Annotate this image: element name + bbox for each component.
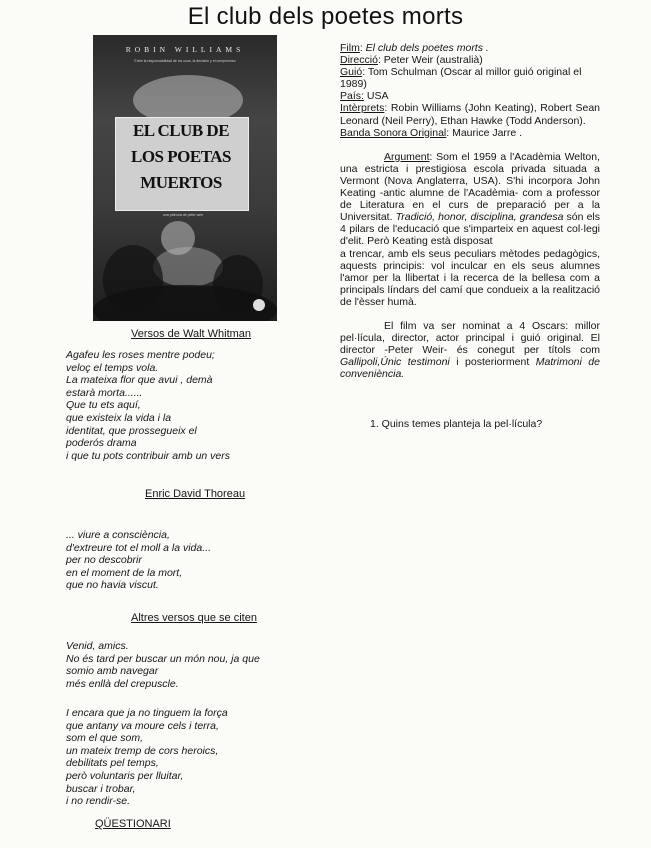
verse-line: identitat, que prossegueix el [66,424,197,437]
oscar-italic-1: Gallipoli,Únic testimoni [340,356,450,369]
verse-line: No és tard per buscar un món nou, ja que [66,652,260,665]
pais-value: USA [363,90,389,103]
verse-line: La mateixa flor que avui , demà [66,374,213,387]
argument-paragraph-2: a trencar, amb els seus peculiars mètodes pedagògics, aquests principis: vol inculcar en els seus alumnes l'amor per la llibertat i la recerca de la bellesa com a principals líndars del camí que condueix a la realització de l'èsser humà. [340,247,600,308]
pais-row [340,90,600,102]
pais-label: País: [340,90,364,103]
argument-italic: Tradició, honor, disciplina, grandesa [395,211,564,224]
verse-line: Que tu ets aquí, [66,399,141,412]
argument-paragraph [340,151,600,248]
verse-line: però voluntaris per lluitar, [66,769,184,782]
poster-tagline: Entre la responsabilidad de los usos, la decisión y el compromiso [134,59,236,63]
poster-title-line-1: EL CLUB DE [132,121,230,140]
guio-label: Guió [340,66,363,79]
oscar-paragraph [340,320,600,380]
guio-value: : Tom Schulman (Oscar al millor guió original el 1989) [340,66,582,91]
verse-line: estarà morta...... [66,386,143,399]
film-label: Film [340,42,360,54]
oscar-italic-2: Matrimoni de conveniència. [340,356,600,381]
verse-line: somio amb navegar [66,665,159,678]
verse-line: ... viure a consciència, [66,529,170,541]
banda-label: Banda Sonora Original [340,126,447,139]
verse-line: en el moment de la mort, [66,566,183,579]
questionnaire-heading: QÜESTIONARI [95,818,171,830]
verse-line: per no descobrir [66,554,142,567]
verse-line: més enllà del crepuscle. [66,677,179,690]
verse-line: I encara que ja no tinguem la força [66,707,228,719]
verse-line: debilitats pel temps, [66,757,159,770]
verse-line: que antany va moure cels i terra, [66,719,219,732]
film-value: El club dels poetes morts . [365,42,489,54]
film-details [340,42,600,431]
verse-line: buscar i trobar, [66,782,136,795]
section-heading-altres-versos: Altres versos que se citen [131,612,257,624]
interprets-value: : Robin Williams (John Keating), Robert Sean Leonard (Neil Perry), Ethan Hawke (Todd Anderson). [340,102,600,127]
verse-line: un mateix tremp de cors heroics, [66,744,219,757]
poster-title-line-2: LOS POETAS [130,147,232,166]
argument-text-a: : Som el 1959 a l'Acadèmia Welton, una estricta i prestigiosa escola privada situada a Vermont (Nova Anglaterra, USA). S'hi incorpora John Keating -antic alumne de l'Acadèmia- com a professor de Literatura en el curs de preparació per a la Universitat. [340,150,600,224]
oscar-text-b: i posteriorment [449,356,536,369]
direccio-label: Direcció [340,54,378,67]
verse-line: i no rendir-se. [66,795,131,808]
verse-line: Agafeu les roses mentre podeu; [66,349,215,361]
guio-row [340,66,600,90]
film-poster [93,35,277,321]
argument-label: Argument [384,150,430,163]
verse-line: que no havia viscut. [66,579,159,592]
verse-thoreau [66,529,211,592]
verse-line: poderós drama [66,437,137,450]
banda-value: : Maurice Jarre . [446,126,523,139]
question-1: 1. Quins temes planteja la pel·lícula? [370,418,543,431]
oscar-text-a: El film va ser nominat a 4 Oscars: millor pel·lícula, director, actor principal i guió original. El director -Peter Weir- és conegut per títols com [340,319,600,357]
verse-walt-whitman [66,349,230,462]
direccio-row [340,54,600,66]
poster-actor: ROBIN WILLIAMS [125,45,245,54]
section-heading-thoreau: Enric David Thoreau [145,488,246,500]
verse-venid-amics [66,640,260,690]
poster-title-line-3: MUERTOS [140,173,222,192]
section-heading-walt-whitman: Versos de Walt Whitman [131,328,252,340]
verse-line: i que tu pots contribuir amb un vers [66,449,231,462]
verse-line: veloç el temps vola. [66,361,159,374]
direccio-value: : Peter Weir (australià) [377,54,483,67]
film-row: Film: El club dels poetes morts . [340,42,489,54]
interprets-row [340,102,600,126]
poster-logo-icon [253,299,265,311]
verse-line: que existeix la vida i la [66,411,172,424]
verse-line: Venid, amics. [66,640,129,652]
page-title: El club dels poetes morts [187,3,464,30]
verse-encara-que [66,707,228,808]
argument-text-b: són els 4 pilars de l'educació que s'imparteix en aquest col·legi d'elit. Però Keating està disposat [340,211,600,248]
verse-line: som el que som, [66,732,144,745]
verse-line: d'extreure tot el moll a la vida... [66,541,211,554]
poster-subtitle: una película de peter weir [162,213,204,217]
interprets-label: Intèrprets [340,102,385,115]
banda-row [340,127,600,139]
